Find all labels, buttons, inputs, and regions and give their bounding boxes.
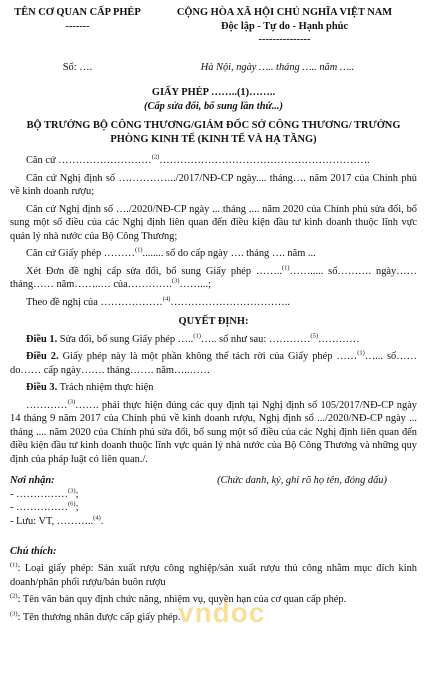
notes-heading: Chú thích: <box>10 545 57 557</box>
article-2: Điều 2. Giấy phép này là một phần không thể tách rời của Giấy phép ……$^{(1)}$…... số…… do…… cấp ngày……. tháng……. năm…..…… <box>10 349 417 376</box>
motto-underline: --------------- <box>258 34 311 46</box>
recipient-archive: - Lưu: VT, ………..$^{(4)}$. <box>10 514 104 527</box>
document-number: Số: …. <box>62 61 93 73</box>
vndoc-watermark-logo: vndoc <box>178 597 266 628</box>
document-header <box>10 6 417 47</box>
article-1: Điều 1. Sửa đổi, bổ sung Giấy phép …..$^{(1)}$….. số như sau: …………$^{(5)}$………… <box>26 332 360 345</box>
basis-2: Căn cứ Nghị định số ……………../2017/NĐ-CP ngày.... tháng…. năm 2017 của Chính phủ về kinh doanh rượu; <box>10 172 417 198</box>
decision-heading: QUYẾT ĐỊNH: <box>178 316 249 328</box>
recipient-2: - ……………$^{(6)}$; <box>10 501 79 514</box>
note-2: $^{(2)}$: Tên văn bản quy định chức năng, nhiệm vụ, quyền hạn của cơ quan cấp phép. <box>10 592 347 606</box>
basis-4: Căn cứ Giấy phép ………$^{(1)}$........ số do cấp ngày …. tháng …. năm ... <box>26 246 316 260</box>
national-emblem-block <box>152 6 417 47</box>
note-1: $^{(1)}$: Loại giấy phép: Sản xuất rượu công nghiệp/sản xuất rượu thủ công nhằm mục đích kinh doanh/phân phối rượu/bán buôn rượu <box>10 561 417 588</box>
basis-1: Căn cứ ………………………$^{(2)}$……………………………………………………. <box>26 153 370 167</box>
document-title: GIẤY PHÉP ……..(1)…….. <box>151 87 276 99</box>
republic-name: CỘNG HÒA XÃ HỘI CHỦ NGHĨA VIỆT NAM <box>176 7 393 18</box>
issuer-title: BỘ TRƯỞNG BỘ CÔNG THƯƠNG/GIÁM ĐỐC SỞ CÔNG THƯƠNG/ TRƯỞNG PHÒNG KINH TẾ (KINH TẾ VÀ HẠ TẦNG) <box>26 120 401 145</box>
note-3: $^{(3)}$: Tên thương nhân được cấp giấy phép. <box>10 610 181 623</box>
signature-row <box>10 474 417 488</box>
recipient-1: - ……………$^{(3)}$; <box>10 487 79 500</box>
place-date: Hà Nội, ngày ….. tháng ….. năm ….. <box>200 61 355 73</box>
agency-underline: ------- <box>65 20 90 32</box>
recipients-heading: Nơi nhận: <box>10 475 55 487</box>
document-subtitle: (Cấp sửa đổi, bổ sung lần thứ...) <box>144 100 283 112</box>
article-3-body: …………$^{(3)}$……. phải thực hiện đúng các quy định tại Nghị định số 105/2017/NĐ-CP ngày 14 tháng 9 năm 2017 của Chính phủ về kinh doanh rượu, Nghị định số .../2020/NĐ-CP ngày ... tháng .... năm 2020 của Chính phủ sửa đổi, bổ sung một số điều của các Nghị định liên quan đến điều kiện đầu tư kinh doanh thuộc lĩnh vực quản lý nhà nước của Bộ Công Thương và những quy định của pháp luật có liên quan./. <box>10 398 417 465</box>
motto: Độc lập - Tự do - Hạnh phúc <box>220 20 348 32</box>
basis-3: Căn cứ Nghị định số …./2020/NĐ-CP ngày ... tháng .... năm 2020 của Chính phủ sửa đổi, bổ sung một số điều của các Nghị định liên quan đến điều kiện đầu tư kinh doanh thuộc lĩnh vực quản lý nhà nước của Bộ Công Thương; <box>10 203 417 242</box>
basis-6: Theo đề nghị của ………………$^{(4)}$…………………………….. <box>26 295 290 308</box>
signature-note: (Chức danh, ký, ghi rõ họ tên, đóng dấu) <box>217 475 387 487</box>
agency-block <box>10 6 145 47</box>
agency-name: TÊN CƠ QUAN CẤP PHÉP <box>14 7 141 18</box>
basis-5: Xét Đơn đề nghị cấp sửa đổi, bổ sung Giấy phép ……..$^{(1)}$……..... số………. ngày…… tháng…… năm……..… của………….$^{(3)}$……...; <box>10 264 417 291</box>
number-date-row <box>10 61 417 75</box>
article-3: Điều 3. Trách nhiệm thực hiện <box>26 382 154 394</box>
